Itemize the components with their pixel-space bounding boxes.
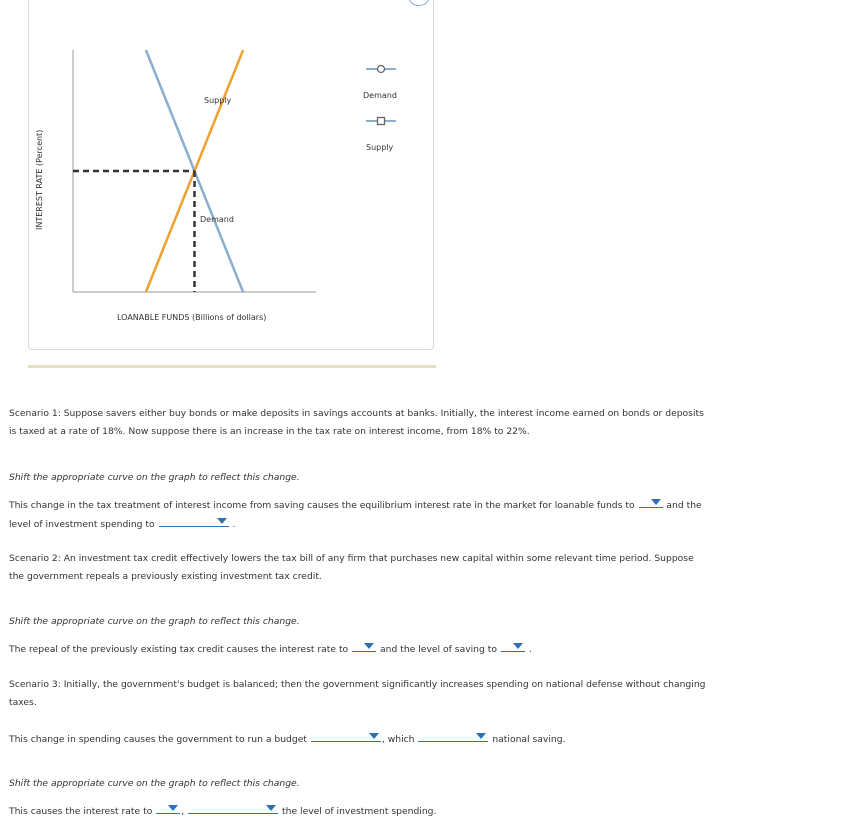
s2-saving-dropdown[interactable] (501, 640, 525, 652)
chevron-down-icon (217, 518, 227, 524)
scenario3-question2 (9, 802, 709, 821)
chevron-down-icon (364, 643, 374, 649)
chevron-down-icon (651, 499, 661, 505)
s2-q-part2: and the level of saving to (380, 644, 497, 655)
scenario2-question (9, 640, 709, 659)
chevron-down-icon (513, 643, 523, 649)
s3-budget-dropdown[interactable] (311, 730, 381, 742)
s3-q2-part3: the level of investment spending. (282, 806, 437, 817)
chevron-down-icon (266, 805, 276, 811)
supply-tool-marker (378, 118, 385, 125)
s2-q-part3: . (528, 644, 532, 655)
s2-q-part1: The repeal of the previously existing tax credit causes the interest rate to (9, 644, 349, 655)
s1-q-part3: level of investment spending to (9, 519, 155, 530)
chevron-down-icon (476, 733, 486, 739)
loanable-funds-chart[interactable] (0, 0, 861, 360)
scenario1-instruction: Shift the appropriate curve on the graph to reflect this change. (9, 472, 300, 483)
legend-supply-tool[interactable] (366, 118, 396, 125)
scenario2-text: Scenario 2: An investment tax credit effectively lowers the tax bill of any firm that purchases new capital within some relevant time period. Suppose the government repeals a previously existing investment tax credit. (9, 553, 694, 582)
scenario3-instruction: Shift the appropriate curve on the graph to reflect this change. (9, 778, 300, 789)
s3-investment-dropdown[interactable] (188, 802, 278, 814)
scenario1-question (9, 496, 709, 534)
scenario2-instruction: Shift the appropriate curve on the graph to reflect this change. (9, 616, 300, 627)
x-axis-label: LOANABLE FUNDS (Billions of dollars) (117, 313, 267, 322)
s3-q2-part2: , (181, 806, 185, 817)
s1-q-part1: This change in the tax treatment of interest income from saving causes the equilibrium interest rate in the market for loanable funds to (9, 500, 635, 511)
scenario3-question (9, 730, 709, 749)
y-axis-label: INTEREST RATE (Percent) (35, 129, 44, 230)
chevron-down-icon (168, 805, 178, 811)
supply-curve-label: Supply (204, 96, 232, 105)
s3-q-part3: national saving. (492, 734, 566, 745)
s3-q-part2: , which (381, 734, 415, 745)
legend-demand-label: Demand (363, 91, 397, 100)
s3-q2-part1: This causes the interest rate to (9, 806, 153, 817)
s1-q-part4: . (232, 519, 236, 530)
s3-interest-rate-dropdown[interactable] (156, 802, 180, 814)
s3-q-part1: This change in spending causes the government to run a budget (9, 734, 307, 745)
demand-tool-marker (378, 66, 385, 73)
s1-investment-dropdown[interactable] (159, 515, 229, 527)
scenario3-text: Scenario 3: Initially, the government's budget is balanced; then the government significantly increases spending on national defense without changing taxes. (9, 679, 706, 708)
s3-national-saving-dropdown[interactable] (418, 730, 488, 742)
legend-demand-tool[interactable] (366, 66, 396, 73)
s1-interest-rate-dropdown[interactable] (639, 496, 663, 508)
demand-curve-label: Demand (200, 215, 234, 224)
legend-supply-label: Supply (366, 143, 394, 152)
scenario1-text: Scenario 1: Suppose savers either buy bonds or make deposits in savings accounts at banks. Initially, the interest income earned on bonds or deposits is taxed at a rate of 18%. Now suppose there is an increase in the tax rate on interest income, from 18% to 22%. (9, 408, 704, 437)
s2-interest-rate-dropdown[interactable] (352, 640, 376, 652)
chevron-down-icon (369, 733, 379, 739)
s1-q-part2: and the (666, 500, 702, 511)
section-divider (28, 365, 436, 368)
